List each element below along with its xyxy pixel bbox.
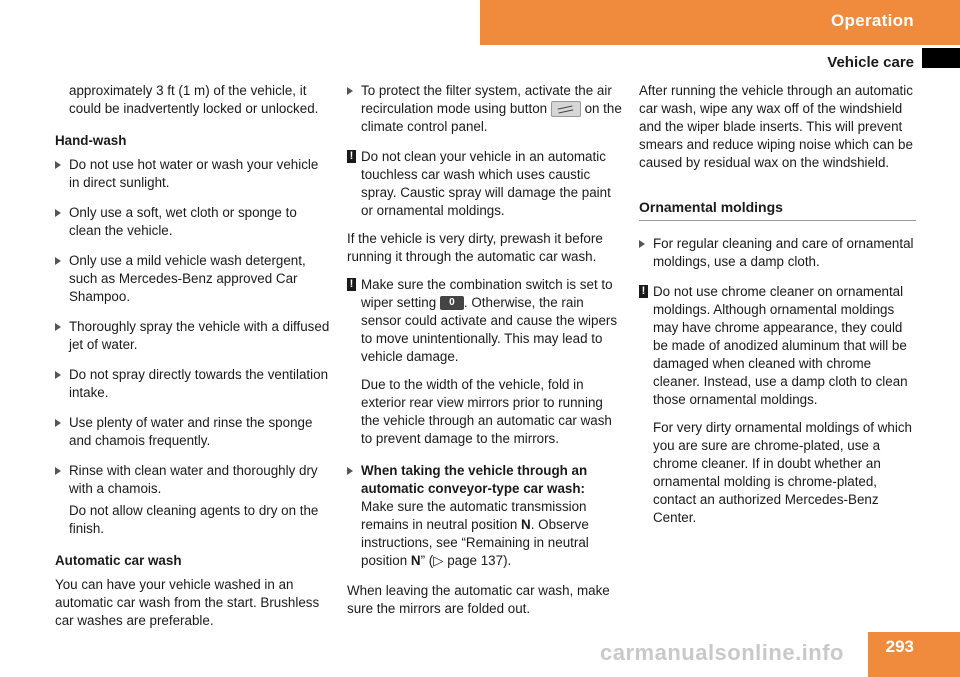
page-number: 293 bbox=[885, 637, 914, 656]
column-3 bbox=[639, 82, 916, 537]
warning-note: ! Do not use chrome cleaner on ornamental moldings. Although ornamental moldings may have chrome appearance, they could be made of anodized aluminum that will be damaged when cleaned with chrome cleaner. Instead, use a damp cloth to clean those ornamental moldings. bbox=[639, 283, 916, 409]
arrow-bullet-icon bbox=[55, 161, 61, 169]
intro-text: approximately 3 ft (1 m) of the vehicle, it could be inadvertently locked or unlocked. bbox=[69, 83, 319, 116]
subsection-title: Vehicle care bbox=[827, 54, 914, 71]
warning-icon: ! bbox=[347, 278, 356, 291]
arrow-bullet-icon bbox=[347, 87, 353, 95]
recirculation-button-icon bbox=[551, 101, 581, 117]
arrow-bullet-icon bbox=[639, 240, 645, 248]
list-item: Thoroughly spray the vehicle with a diffused jet of water. bbox=[55, 318, 330, 354]
ornamental-heading: Ornamental moldings bbox=[639, 198, 916, 221]
list-item: When taking the vehicle through an automatic conveyor-type car wash: Make sure the automatic transmission remains in neutral position N. Observe instructions, see “Remaining in neutral position N” (▷ page 137). bbox=[347, 462, 624, 570]
list-item: Only use a soft, wet cloth or sponge to clean the vehicle. bbox=[55, 204, 330, 240]
list-item: Rinse with clean water and thoroughly dry with a chamois. bbox=[55, 462, 330, 498]
hand-wash-note: Do not allow cleaning agents to dry on the finish. bbox=[69, 503, 319, 536]
leaving-text: When leaving the automatic car wash, make sure the mirrors are folded out. bbox=[347, 583, 610, 616]
warning-icon: ! bbox=[639, 285, 648, 298]
warning-note: ! Make sure the combination switch is set to wiper setting 0 . Otherwise, the rain sensor could activate and cause the wipers to move unintentionally. This may lead to vehicle damage. bbox=[347, 276, 624, 366]
arrow-bullet-icon bbox=[55, 257, 61, 265]
page-number-box bbox=[868, 632, 960, 677]
section-title: Operation bbox=[831, 11, 914, 30]
arrow-bullet-icon bbox=[55, 323, 61, 331]
arrow-bullet-icon bbox=[55, 371, 61, 379]
arrow-bullet-icon bbox=[347, 467, 353, 475]
prewash-text: If the vehicle is very dirty, prewash it before running it through the automatic car wash. bbox=[347, 231, 603, 264]
warning-icon: ! bbox=[347, 150, 356, 163]
after-wash-text: After running the vehicle through an automatic car wash, wipe any wax off of the windshield and the wiper blade inserts. This will prevent smears and reduce wiping noise which can be caused by residual wax on the windshield. bbox=[639, 83, 913, 170]
list-item: Do not use hot water or wash your vehicle in direct sunlight. bbox=[55, 156, 330, 192]
list-item: Do not spray directly towards the ventilation intake. bbox=[55, 366, 330, 402]
wiper-setting-icon: 0 bbox=[440, 296, 464, 310]
chrome-note: For very dirty ornamental moldings of which you are sure are chrome-plated, use a chrome cleaner. If in doubt whether an ornamental molding is chrome-plated, contact an authorized Mercedes-Benz Center. bbox=[653, 420, 912, 525]
list-item: Only use a mild vehicle wash detergent, such as Mercedes-Benz approved Car Shampoo. bbox=[55, 252, 330, 306]
watermark: carmanualsonline.info bbox=[600, 640, 844, 665]
warning-note: ! Do not clean your vehicle in an automatic touchless car wash which uses caustic spray. Caustic spray will damage the paint or ornamental moldings. bbox=[347, 148, 624, 220]
arrow-bullet-icon bbox=[55, 467, 61, 475]
automatic-wash-heading: Automatic car wash bbox=[55, 553, 182, 568]
arrow-bullet-icon bbox=[55, 419, 61, 427]
section-marker bbox=[922, 48, 960, 68]
column-1 bbox=[55, 82, 330, 640]
list-item: For regular cleaning and care of ornamental moldings, use a damp cloth. bbox=[639, 235, 916, 271]
hand-wash-heading: Hand-wash bbox=[55, 133, 127, 148]
arrow-bullet-icon bbox=[55, 209, 61, 217]
mirrors-note: Due to the width of the vehicle, fold in exterior rear view mirrors prior to running the vehicle through an automatic car wash to prevent damage to the mirrors. bbox=[361, 377, 612, 446]
list-item: To protect the filter system, activate the air recirculation mode using button on the climate control panel. bbox=[347, 82, 624, 136]
automatic-wash-text: You can have your vehicle washed in an automatic car wash from the start. Brushless car washes are preferable. bbox=[55, 577, 320, 628]
list-item: Use plenty of water and rinse the sponge and chamois frequently. bbox=[55, 414, 330, 450]
column-2 bbox=[347, 82, 624, 628]
